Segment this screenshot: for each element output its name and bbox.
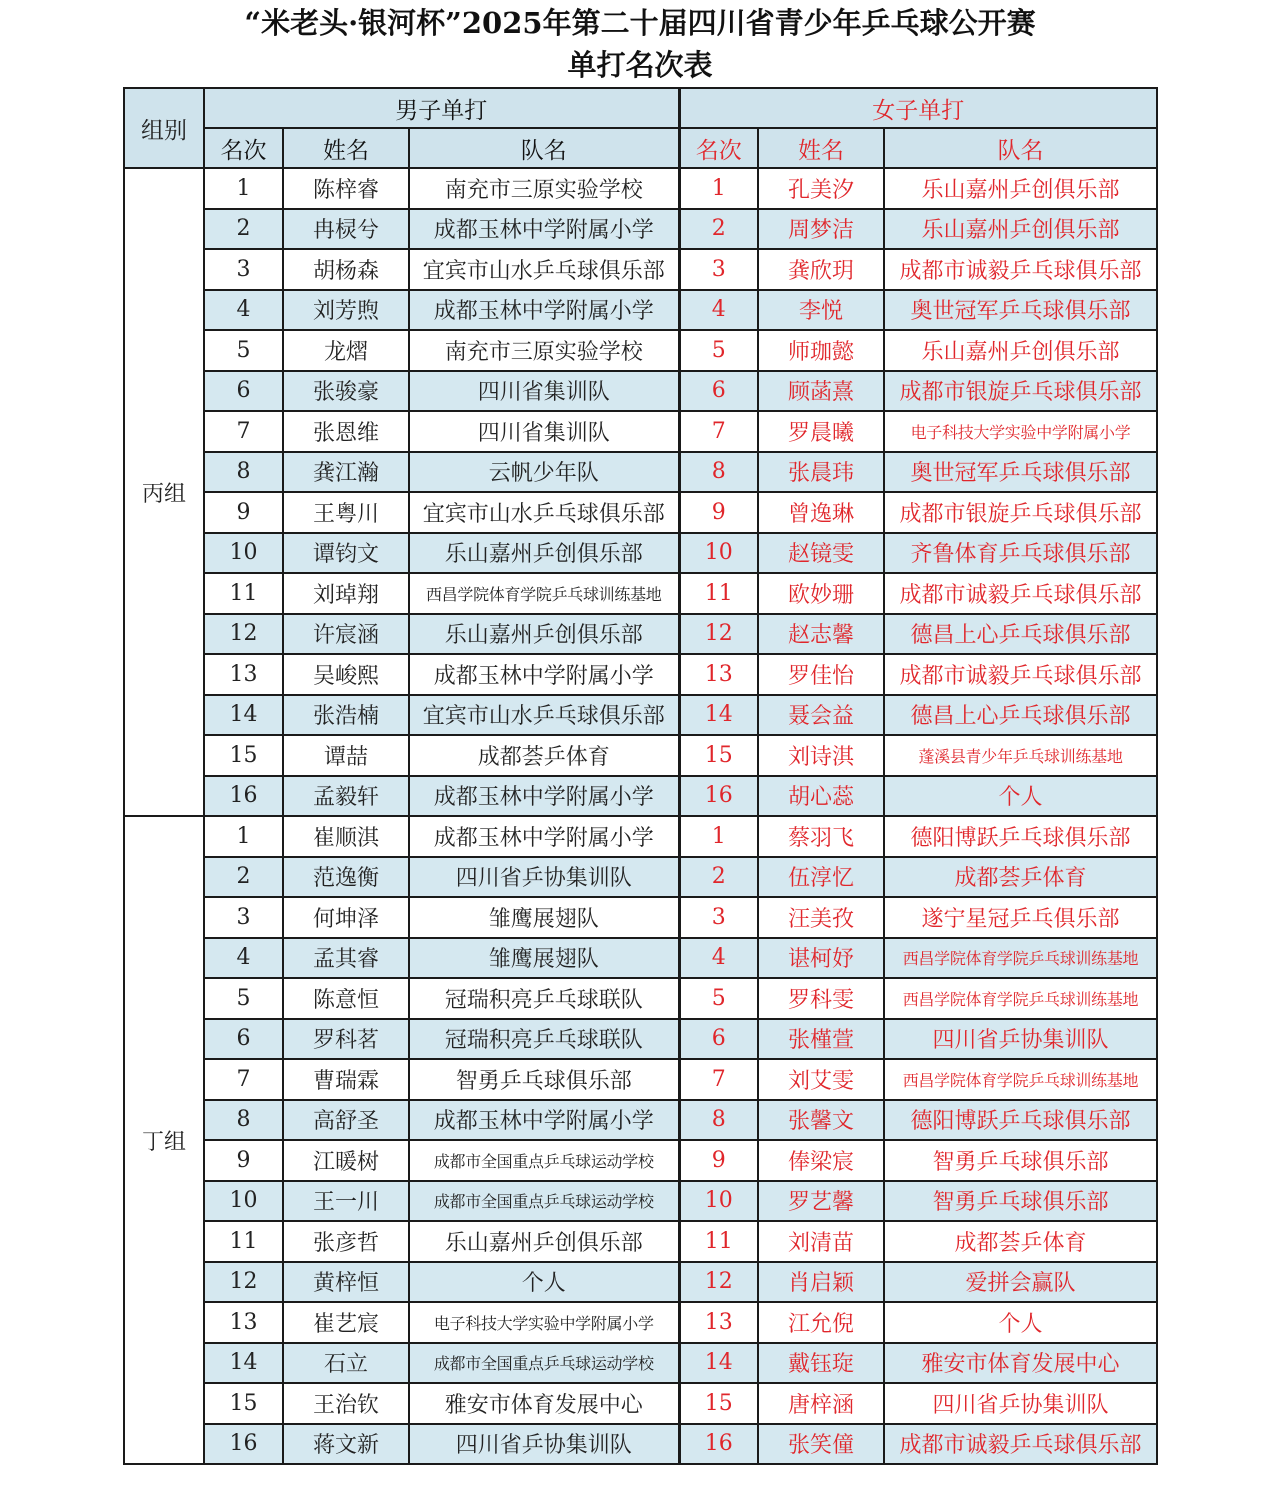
women-team-cell: 西昌学院体育学院乒乓球训练基地 <box>884 938 1157 979</box>
men-rank-cell: 2 <box>204 209 283 250</box>
women-rank-cell: 2 <box>679 209 758 250</box>
women-team-cell: 西昌学院体育学院乒乓球训练基地 <box>884 1059 1157 1100</box>
table-row <box>124 411 1157 452</box>
men-team-cell: 成都市全国重点乒乓球运动学校 <box>409 1181 679 1222</box>
header-men-team: 队名 <box>409 128 679 168</box>
table-row <box>124 857 1157 898</box>
header-men-rank: 名次 <box>204 128 283 168</box>
women-name-cell: 欧妙珊 <box>758 573 884 614</box>
women-name-cell: 伍淳忆 <box>758 857 884 898</box>
men-rank-cell: 15 <box>204 735 283 776</box>
men-rank-cell: 13 <box>204 1302 283 1343</box>
men-name-cell: 崔艺宸 <box>283 1302 409 1343</box>
men-name-cell: 张彦哲 <box>283 1221 409 1262</box>
women-rank-cell: 5 <box>679 330 758 371</box>
men-rank-cell: 16 <box>204 776 283 817</box>
women-team-cell: 德阳博跃乒乓球俱乐部 <box>884 816 1157 857</box>
table-row <box>124 1181 1157 1222</box>
women-rank-cell: 9 <box>679 492 758 533</box>
women-rank-cell: 3 <box>679 897 758 938</box>
men-name-cell: 张骏豪 <box>283 371 409 412</box>
men-name-cell: 陈梓睿 <box>283 168 409 209</box>
men-rank-cell: 3 <box>204 897 283 938</box>
women-rank-cell: 7 <box>679 411 758 452</box>
women-team-cell: 成都市银旋乒乓球俱乐部 <box>884 371 1157 412</box>
table-row <box>124 897 1157 938</box>
men-team-cell: 冠瑞积亮乒乓球联队 <box>409 978 679 1019</box>
group-label: 丙组 <box>124 168 204 816</box>
women-team-cell: 德昌上心乒乓球俱乐部 <box>884 695 1157 736</box>
men-team-cell: 西昌学院体育学院乒乓球训练基地 <box>409 573 679 614</box>
men-name-cell: 谭钧文 <box>283 533 409 574</box>
women-team-cell: 个人 <box>884 776 1157 817</box>
women-team-cell: 奥世冠军乒乓球俱乐部 <box>884 452 1157 493</box>
women-team-cell: 齐鲁体育乒乓球俱乐部 <box>884 533 1157 574</box>
women-name-cell: 刘艾雯 <box>758 1059 884 1100</box>
men-name-cell: 胡杨森 <box>283 249 409 290</box>
men-team-cell: 成都玉林中学附属小学 <box>409 654 679 695</box>
men-rank-cell: 2 <box>204 857 283 898</box>
men-team-cell: 南充市三原实验学校 <box>409 330 679 371</box>
women-name-cell: 肖启颖 <box>758 1262 884 1303</box>
table-row <box>124 1140 1157 1181</box>
women-rank-cell: 13 <box>679 1302 758 1343</box>
men-name-cell: 冉棂兮 <box>283 209 409 250</box>
women-name-cell: 师珈懿 <box>758 330 884 371</box>
men-team-cell: 宜宾市山水乒乓球俱乐部 <box>409 249 679 290</box>
women-rank-cell: 10 <box>679 533 758 574</box>
men-rank-cell: 13 <box>204 654 283 695</box>
men-team-cell: 成都玉林中学附属小学 <box>409 1100 679 1141</box>
women-team-cell: 个人 <box>884 1302 1157 1343</box>
men-name-cell: 黄梓恒 <box>283 1262 409 1303</box>
women-team-cell: 德昌上心乒乓球俱乐部 <box>884 614 1157 655</box>
men-team-cell: 四川省集训队 <box>409 371 679 412</box>
women-name-cell: 汪美孜 <box>758 897 884 938</box>
table-row <box>124 168 1157 209</box>
women-rank-cell: 1 <box>679 816 758 857</box>
men-team-cell: 乐山嘉州乒创俱乐部 <box>409 614 679 655</box>
men-team-cell: 雅安市体育发展中心 <box>409 1383 679 1424</box>
women-name-cell: 谌柯妤 <box>758 938 884 979</box>
table-row <box>124 1343 1157 1384</box>
men-name-cell: 罗科茗 <box>283 1019 409 1060</box>
table-row <box>124 735 1157 776</box>
women-name-cell: 胡心蕊 <box>758 776 884 817</box>
table-row <box>124 1019 1157 1060</box>
women-name-cell: 张笑僮 <box>758 1424 884 1465</box>
women-team-cell: 智勇乒乓球俱乐部 <box>884 1140 1157 1181</box>
men-name-cell: 高舒圣 <box>283 1100 409 1141</box>
men-team-cell: 乐山嘉州乒创俱乐部 <box>409 533 679 574</box>
men-team-cell: 宜宾市山水乒乓球俱乐部 <box>409 492 679 533</box>
group-label: 丁组 <box>124 816 204 1464</box>
men-rank-cell: 8 <box>204 1100 283 1141</box>
men-rank-cell: 12 <box>204 614 283 655</box>
men-team-cell: 成都玉林中学附属小学 <box>409 290 679 331</box>
men-rank-cell: 6 <box>204 1019 283 1060</box>
table-row <box>124 614 1157 655</box>
men-name-cell: 陈意恒 <box>283 978 409 1019</box>
men-team-cell: 四川省乒协集训队 <box>409 1424 679 1465</box>
table-row <box>124 573 1157 614</box>
women-rank-cell: 7 <box>679 1059 758 1100</box>
table-row <box>124 1059 1157 1100</box>
women-rank-cell: 12 <box>679 1262 758 1303</box>
women-name-cell: 罗科雯 <box>758 978 884 1019</box>
men-team-cell: 成都荟乒体育 <box>409 735 679 776</box>
men-rank-cell: 5 <box>204 978 283 1019</box>
men-team-cell: 四川省集训队 <box>409 411 679 452</box>
women-name-cell: 罗晨曦 <box>758 411 884 452</box>
women-name-cell: 罗佳怡 <box>758 654 884 695</box>
men-team-cell: 成都玉林中学附属小学 <box>409 209 679 250</box>
women-name-cell: 张槿萱 <box>758 1019 884 1060</box>
women-rank-cell: 15 <box>679 735 758 776</box>
women-rank-cell: 13 <box>679 654 758 695</box>
men-rank-cell: 10 <box>204 533 283 574</box>
table-row <box>124 452 1157 493</box>
women-rank-cell: 16 <box>679 776 758 817</box>
men-team-cell: 成都玉林中学附属小学 <box>409 816 679 857</box>
women-team-cell: 四川省乒协集训队 <box>884 1383 1157 1424</box>
men-team-cell: 智勇乒乓球俱乐部 <box>409 1059 679 1100</box>
women-team-cell: 成都市诚毅乒乓球俱乐部 <box>884 573 1157 614</box>
men-rank-cell: 11 <box>204 1221 283 1262</box>
women-team-cell: 奥世冠军乒乓球俱乐部 <box>884 290 1157 331</box>
women-team-cell: 成都市诚毅乒乓球俱乐部 <box>884 249 1157 290</box>
header-group: 组别 <box>124 88 204 168</box>
men-name-cell: 范逸衡 <box>283 857 409 898</box>
men-rank-cell: 12 <box>204 1262 283 1303</box>
table-row <box>124 1302 1157 1343</box>
women-name-cell: 赵志馨 <box>758 614 884 655</box>
men-rank-cell: 3 <box>204 249 283 290</box>
women-rank-cell: 5 <box>679 978 758 1019</box>
men-name-cell: 刘琸翔 <box>283 573 409 614</box>
men-name-cell: 王粤川 <box>283 492 409 533</box>
page-subtitle: 单打名次表 <box>567 48 713 82</box>
men-rank-cell: 11 <box>204 573 283 614</box>
women-rank-cell: 12 <box>679 614 758 655</box>
women-team-cell: 电子科技大学实验中学附属小学 <box>884 411 1157 452</box>
women-team-cell: 成都市诚毅乒乓球俱乐部 <box>884 654 1157 695</box>
table-row <box>124 938 1157 979</box>
men-rank-cell: 15 <box>204 1383 283 1424</box>
men-team-cell: 个人 <box>409 1262 679 1303</box>
women-rank-cell: 9 <box>679 1140 758 1181</box>
women-rank-cell: 14 <box>679 1343 758 1384</box>
table-row <box>124 330 1157 371</box>
table-row <box>124 492 1157 533</box>
table-row <box>124 249 1157 290</box>
women-name-cell: 刘诗淇 <box>758 735 884 776</box>
women-name-cell: 蔡羽飞 <box>758 816 884 857</box>
table-row <box>124 654 1157 695</box>
header-men-singles: 男子单打 <box>204 88 679 128</box>
men-rank-cell: 1 <box>204 816 283 857</box>
table-row <box>124 1424 1157 1465</box>
women-name-cell: 俸梁宸 <box>758 1140 884 1181</box>
women-team-cell: 成都荟乒体育 <box>884 1221 1157 1262</box>
women-team-cell: 成都市银旋乒乓球俱乐部 <box>884 492 1157 533</box>
men-name-cell: 石立 <box>283 1343 409 1384</box>
men-team-cell: 成都市全国重点乒乓球运动学校 <box>409 1140 679 1181</box>
women-rank-cell: 10 <box>679 1181 758 1222</box>
table-row <box>124 209 1157 250</box>
women-team-cell: 蓬溪县青少年乒乓球训练基地 <box>884 735 1157 776</box>
women-name-cell: 曾逸琳 <box>758 492 884 533</box>
men-team-cell: 冠瑞积亮乒乓球联队 <box>409 1019 679 1060</box>
women-rank-cell: 14 <box>679 695 758 736</box>
women-team-cell: 四川省乒协集训队 <box>884 1019 1157 1060</box>
men-name-cell: 龙熠 <box>283 330 409 371</box>
header-women-rank: 名次 <box>679 128 758 168</box>
men-rank-cell: 1 <box>204 168 283 209</box>
women-rank-cell: 11 <box>679 573 758 614</box>
women-team-cell: 雅安市体育发展中心 <box>884 1343 1157 1384</box>
men-name-cell: 江暖树 <box>283 1140 409 1181</box>
table-row <box>124 1383 1157 1424</box>
men-name-cell: 龚江瀚 <box>283 452 409 493</box>
women-team-cell: 乐山嘉州乒创俱乐部 <box>884 168 1157 209</box>
women-rank-cell: 8 <box>679 1100 758 1141</box>
women-team-cell: 成都市诚毅乒乓球俱乐部 <box>884 1424 1157 1465</box>
table-row <box>124 290 1157 331</box>
women-name-cell: 刘清苗 <box>758 1221 884 1262</box>
women-name-cell: 张晨玮 <box>758 452 884 493</box>
men-name-cell: 何坤泽 <box>283 897 409 938</box>
table-row <box>124 978 1157 1019</box>
men-name-cell: 刘芳煦 <box>283 290 409 331</box>
men-team-cell: 四川省乒协集训队 <box>409 857 679 898</box>
women-name-cell: 孔美汐 <box>758 168 884 209</box>
women-team-cell: 乐山嘉州乒创俱乐部 <box>884 330 1157 371</box>
men-team-cell: 雏鹰展翅队 <box>409 938 679 979</box>
table-row <box>124 695 1157 736</box>
women-team-cell: 西昌学院体育学院乒乓球训练基地 <box>884 978 1157 1019</box>
women-name-cell: 李悦 <box>758 290 884 331</box>
men-rank-cell: 9 <box>204 492 283 533</box>
table-row <box>124 1221 1157 1262</box>
women-team-cell: 成都荟乒体育 <box>884 857 1157 898</box>
women-name-cell: 江允倪 <box>758 1302 884 1343</box>
women-rank-cell: 4 <box>679 290 758 331</box>
men-name-cell: 谭喆 <box>283 735 409 776</box>
men-name-cell: 孟毅轩 <box>283 776 409 817</box>
women-name-cell: 赵镜雯 <box>758 533 884 574</box>
women-team-cell: 智勇乒乓球俱乐部 <box>884 1181 1157 1222</box>
men-rank-cell: 5 <box>204 330 283 371</box>
men-rank-cell: 16 <box>204 1424 283 1465</box>
men-team-cell: 云帆少年队 <box>409 452 679 493</box>
men-name-cell: 许宸涵 <box>283 614 409 655</box>
men-name-cell: 曹瑞霖 <box>283 1059 409 1100</box>
men-rank-cell: 6 <box>204 371 283 412</box>
women-team-cell: 德阳博跃乒乓球俱乐部 <box>884 1100 1157 1141</box>
women-rank-cell: 15 <box>679 1383 758 1424</box>
men-rank-cell: 7 <box>204 1059 283 1100</box>
women-rank-cell: 6 <box>679 1019 758 1060</box>
men-rank-cell: 14 <box>204 695 283 736</box>
table-row <box>124 776 1157 817</box>
women-rank-cell: 8 <box>679 452 758 493</box>
header-women-name: 姓名 <box>758 128 884 168</box>
rankings-table <box>123 87 1158 1465</box>
table-row <box>124 371 1157 412</box>
men-team-cell: 南充市三原实验学校 <box>409 168 679 209</box>
women-name-cell: 唐梓涵 <box>758 1383 884 1424</box>
men-team-cell: 宜宾市山水乒乓球俱乐部 <box>409 695 679 736</box>
women-rank-cell: 11 <box>679 1221 758 1262</box>
table-row <box>124 1100 1157 1141</box>
page-title: “米老头·银河杯”2025年第二十届四川省青少年乒乓球公开赛 <box>244 6 1036 40</box>
men-name-cell: 吴峻熙 <box>283 654 409 695</box>
women-name-cell: 聂会益 <box>758 695 884 736</box>
men-name-cell: 张浩楠 <box>283 695 409 736</box>
table-row <box>124 533 1157 574</box>
men-team-cell: 电子科技大学实验中学附属小学 <box>409 1302 679 1343</box>
men-name-cell: 张恩维 <box>283 411 409 452</box>
women-team-cell: 爱拼会赢队 <box>884 1262 1157 1303</box>
men-rank-cell: 10 <box>204 1181 283 1222</box>
men-team-cell: 成都市全国重点乒乓球运动学校 <box>409 1343 679 1384</box>
women-team-cell: 遂宁星冠乒乓俱乐部 <box>884 897 1157 938</box>
header-men-name: 姓名 <box>283 128 409 168</box>
men-rank-cell: 9 <box>204 1140 283 1181</box>
men-rank-cell: 4 <box>204 290 283 331</box>
men-name-cell: 崔顺淇 <box>283 816 409 857</box>
women-rank-cell: 6 <box>679 371 758 412</box>
men-name-cell: 王一川 <box>283 1181 409 1222</box>
women-rank-cell: 4 <box>679 938 758 979</box>
table-row <box>124 816 1157 857</box>
table-row <box>124 1262 1157 1303</box>
men-team-cell: 乐山嘉州乒创俱乐部 <box>409 1221 679 1262</box>
header-women-singles: 女子单打 <box>679 88 1157 128</box>
men-rank-cell: 4 <box>204 938 283 979</box>
women-name-cell: 龚欣玥 <box>758 249 884 290</box>
men-rank-cell: 14 <box>204 1343 283 1384</box>
women-name-cell: 顾菡熹 <box>758 371 884 412</box>
men-rank-cell: 7 <box>204 411 283 452</box>
header-women-team: 队名 <box>884 128 1157 168</box>
men-team-cell: 成都玉林中学附属小学 <box>409 776 679 817</box>
women-name-cell: 张馨文 <box>758 1100 884 1141</box>
men-rank-cell: 8 <box>204 452 283 493</box>
women-name-cell: 周梦洁 <box>758 209 884 250</box>
women-rank-cell: 3 <box>679 249 758 290</box>
men-name-cell: 蒋文新 <box>283 1424 409 1465</box>
women-name-cell: 戴钰琁 <box>758 1343 884 1384</box>
women-name-cell: 罗艺馨 <box>758 1181 884 1222</box>
women-rank-cell: 2 <box>679 857 758 898</box>
men-name-cell: 孟其睿 <box>283 938 409 979</box>
women-rank-cell: 1 <box>679 168 758 209</box>
table-body <box>124 168 1157 1464</box>
women-rank-cell: 16 <box>679 1424 758 1465</box>
men-name-cell: 王治钦 <box>283 1383 409 1424</box>
men-team-cell: 雏鹰展翅队 <box>409 897 679 938</box>
women-team-cell: 乐山嘉州乒创俱乐部 <box>884 209 1157 250</box>
